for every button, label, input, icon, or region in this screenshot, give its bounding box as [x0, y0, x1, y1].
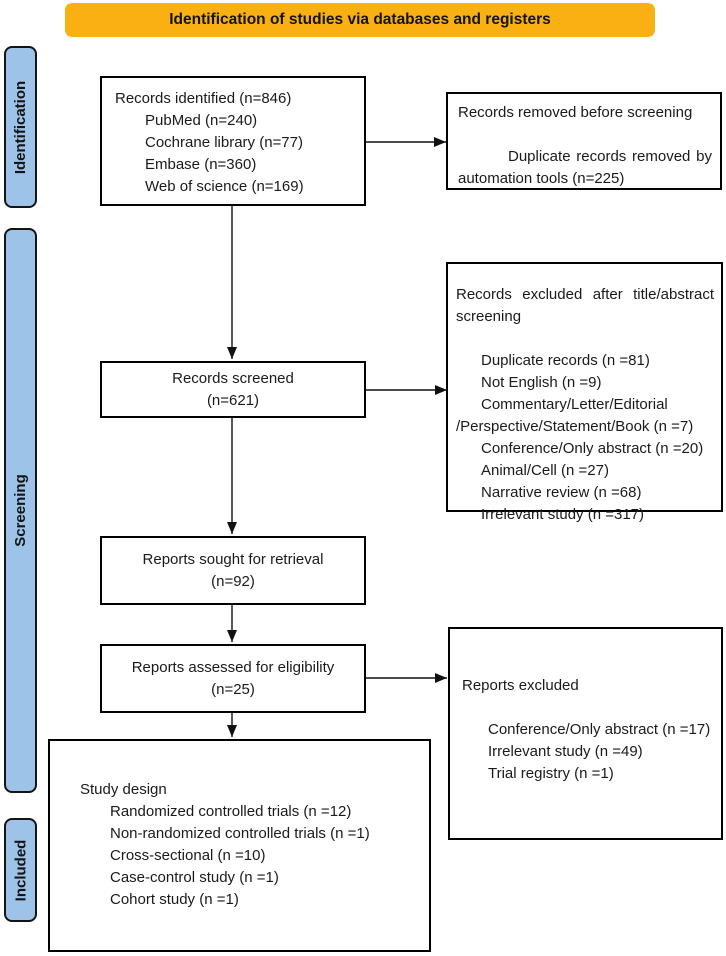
reports-assessed-line2: (n=25) [211, 680, 255, 698]
records-removed-body: Duplicate records removed by automation tools (n=225) [458, 148, 712, 187]
records-excluded-item: Commentary/Letter/Editorial /Perspective/Statement/Book (n =7) [456, 396, 694, 435]
box-records-identified [100, 76, 366, 206]
reports-excluded-item: Conference/Only abstract (n =17) [488, 721, 711, 738]
records-identified-item: Cochrane library (n=77) [145, 134, 303, 151]
records-excluded-title: Records excluded after title/abstract screening [456, 286, 714, 325]
stage-band-screening [4, 228, 37, 793]
box-records-screened [100, 361, 366, 418]
study-design-item: Case-control study (n =1) [110, 869, 279, 886]
study-design-title: Study design [80, 781, 167, 798]
header-banner [65, 3, 655, 37]
records-identified-title: Records identified (n=846) [115, 90, 292, 107]
reports-sought-line2: (n=92) [211, 572, 255, 590]
records-identified-item: Web of science (n=169) [145, 178, 304, 195]
stage-label-identification: Identification [12, 80, 29, 174]
records-screened-line1: Records screened [172, 369, 294, 387]
records-excluded-item: Animal/Cell (n =27) [481, 462, 609, 479]
box-reports-excluded [448, 627, 723, 840]
banner-title: Identification of studies via databases and registers [169, 11, 551, 28]
study-design-item: Cohort study (n =1) [110, 891, 239, 908]
box-reports-assessed [100, 644, 366, 713]
study-design-item: Randomized controlled trials (n =12) [110, 803, 352, 820]
reports-excluded-title: Reports excluded [462, 677, 579, 694]
box-study-design [48, 739, 431, 952]
reports-excluded-item: Trial registry (n =1) [488, 765, 614, 782]
records-excluded-item: Conference/Only abstract (n =20) [481, 440, 704, 457]
records-screened-line2: (n=621) [206, 391, 260, 409]
reports-assessed-line1: Reports assessed for eligibility [131, 658, 335, 676]
box-records-excluded [446, 262, 723, 523]
reports-excluded-item: Irrelevant study (n =49) [488, 743, 643, 760]
box-reports-sought [100, 536, 366, 605]
records-removed-title: Records removed before screening [458, 104, 693, 121]
study-design-item: Cross-sectional (n =10) [110, 847, 266, 864]
stage-band-included [4, 818, 37, 922]
box-records-removed [446, 92, 722, 190]
records-excluded-item: Not English (n =9) [481, 374, 602, 391]
reports-sought-line1: Reports sought for retrieval [142, 550, 324, 568]
records-identified-item: Embase (n=360) [145, 156, 257, 173]
records-excluded-item: Irrelevant study (n =317) [481, 506, 645, 523]
records-excluded-item: Narrative review (n =68) [481, 484, 642, 501]
study-design-item: Non-randomized controlled trials (n =1) [110, 825, 370, 842]
stage-label-included: Included [12, 839, 30, 901]
records-identified-item: PubMed (n=240) [145, 112, 258, 129]
records-excluded-item: Duplicate records (n =81) [481, 352, 650, 369]
stage-label-screening: Screening [12, 474, 29, 547]
stage-band-identification [4, 46, 37, 208]
